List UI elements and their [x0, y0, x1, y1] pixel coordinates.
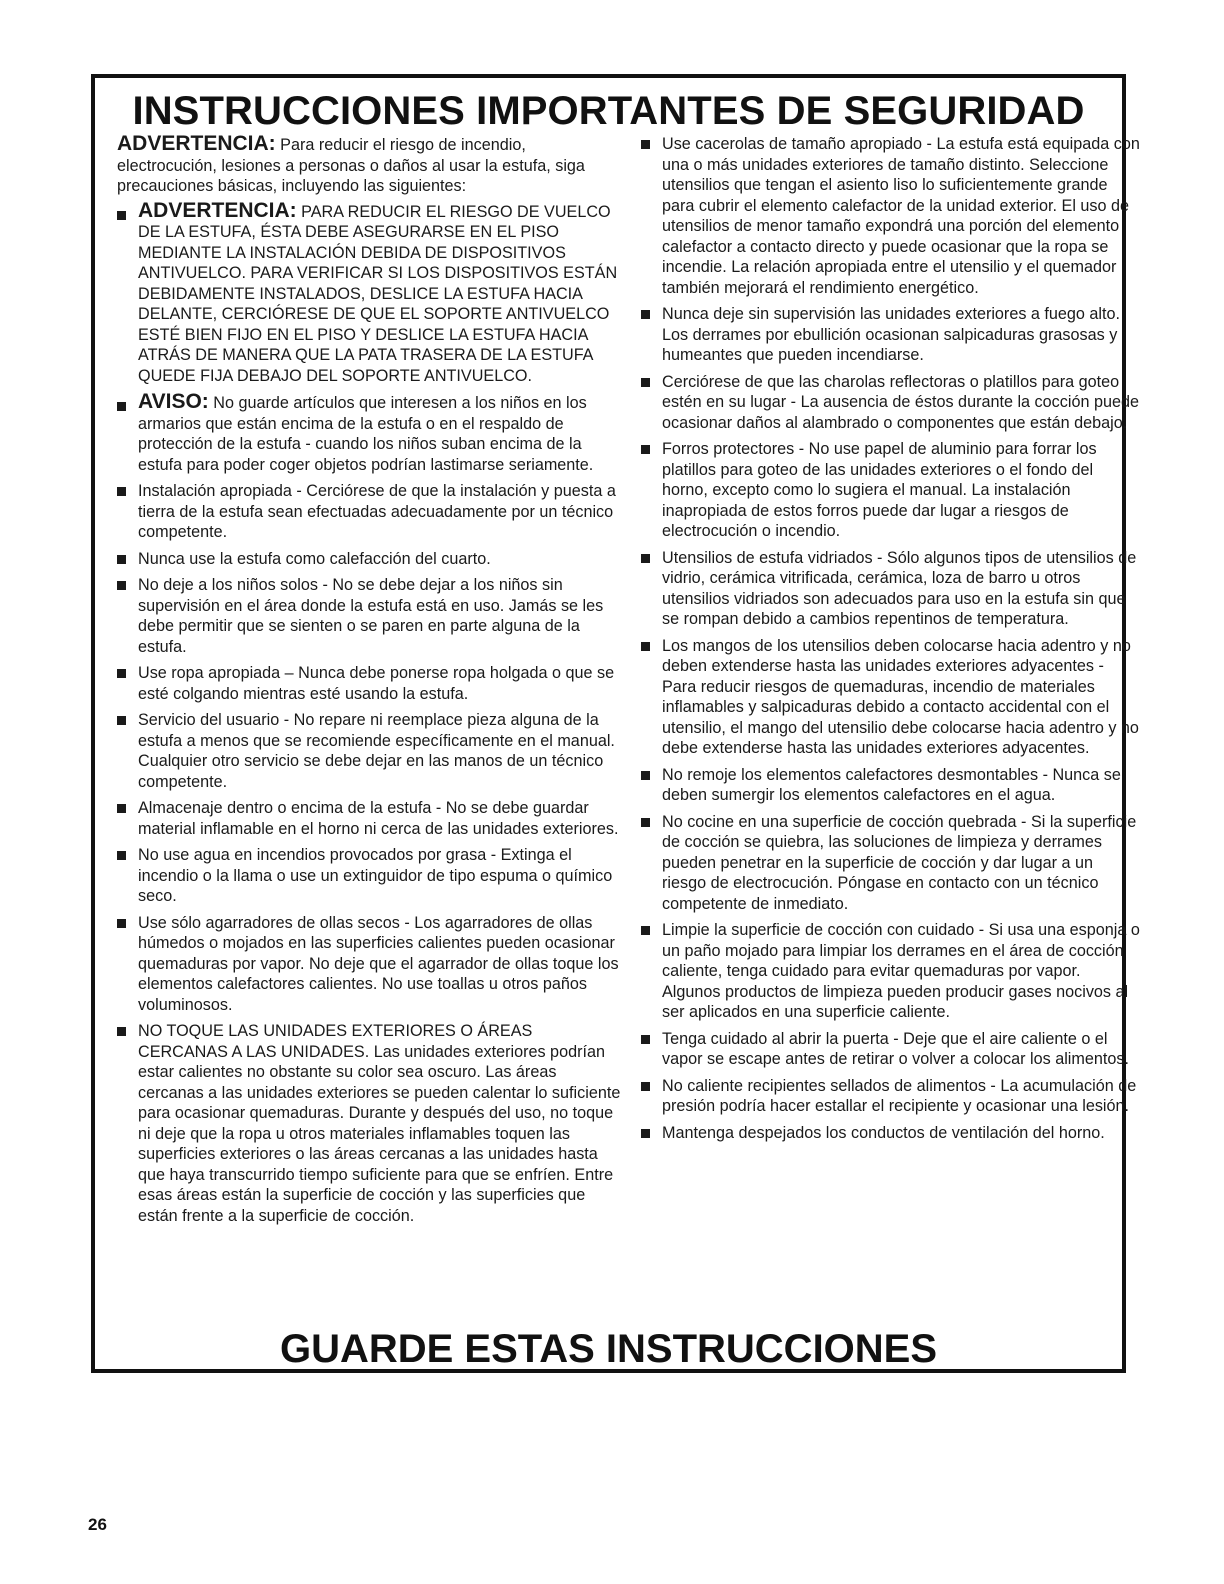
item-text: Use sólo agarradores de ollas secos - Los agarradores de ollas húmedos o mojados en las superficies calientes pueden ocasionar quemaduras por vapor. No deje que el agarrador de ollas toque los elementos calefactores calientes. No use toallas u otros paños voluminosos.	[138, 913, 619, 1014]
list-item	[117, 913, 621, 1016]
left-item-list	[117, 198, 621, 1227]
list-item	[117, 392, 621, 475]
list-item	[117, 663, 621, 704]
list-item	[641, 636, 1141, 759]
list-item	[641, 372, 1141, 434]
list-item	[641, 439, 1141, 542]
square-bullet-icon	[117, 1027, 126, 1036]
square-bullet-icon	[117, 555, 126, 564]
square-bullet-icon	[117, 919, 126, 928]
square-bullet-icon	[117, 211, 126, 220]
square-bullet-icon	[641, 771, 650, 780]
square-bullet-icon	[641, 926, 650, 935]
item-text: Use cacerolas de tamaño apropiado - La estufa está equipada con una o más unidades exteriores de tamaño distinto. Seleccione utensilios que tengan el asiento liso lo suficientemente grande para cubrir el elemento calefactor de la unidad exterior. El uso de utensilios de menor tamaño expondrá una porción del elemento calefactor a contacto directo y puede ocasionar que la ropa se incendie. La relación apropiada entre el utensilio y el quemador también mejorará el rendimiento energético.	[662, 135, 1140, 297]
item-text: Forros protectores - No use papel de aluminio para forrar los platillos para goteo de las unidades exteriores o el fondo del horno, excepto como lo sugiera el manual. La instalación inapropiada de estos forros puede dar lugar a riesgos de electrocución o incendio.	[662, 440, 1097, 540]
right-item-list	[641, 134, 1141, 1143]
page-number: 26	[88, 1515, 107, 1534]
square-bullet-icon	[641, 1035, 650, 1044]
item-text: Limpie la superficie de cocción con cuidado - Si usa una esponja o un paño mojado para limpiar los derrames en el área de cocción caliente, tenga cuidado para evitar quemaduras por vapor. Algunos productos de limpieza pueden producir gases nocivos al ser aplicados en una superficie caliente.	[662, 921, 1140, 1021]
square-bullet-icon	[641, 1129, 650, 1138]
square-bullet-icon	[117, 804, 126, 813]
list-item	[641, 1123, 1141, 1144]
item-keyword: AVISO:	[138, 390, 209, 413]
list-item	[117, 481, 621, 543]
item-text: Cerciórese de que las charolas reflectoras o platillos para goteo estén en su lugar - La ausencia de éstos durante la cocción puede ocasionar daños al alambrado o componentes que están debajo.	[662, 372, 1139, 432]
footer-title: GUARDE ESTAS INSTRUCCIONES	[279, 1327, 938, 1371]
item-text: No caliente recipientes sellados de alimentos - La acumulación de presión podría hacer estallar el recipiente y ocasionar una lesión.	[662, 1076, 1137, 1115]
item-text: Nunca deje sin supervisión las unidades exteriores a fuego alto. Los derrames por ebullición ocasionan salpicaduras grasosas y humeantes que pueden incendiarse.	[662, 305, 1121, 364]
item-text: Servicio del usuario - No repare ni reemplace pieza alguna de la estufa a menos que se recomiende específicamente en el manual. Cualquier otro servicio se debe dejar en las manos de un técnico competente.	[138, 711, 615, 791]
list-item	[641, 134, 1141, 298]
list-item	[117, 575, 621, 657]
list-item	[641, 1076, 1141, 1117]
item-text: Utensilios de estufa vidriados - Sólo algunos tipos de utensilios de vidrio, cerámica vitrificada, cerámica, loza de barro u otros utensilios vidriados son adecuados para uso en la estufa sin que se rompan debido a cambios repentinos de temperatura.	[662, 548, 1137, 628]
left-column	[117, 134, 621, 1232]
item-text: NO TOQUE LAS UNIDADES EXTERIORES O ÁREAS CERCANAS A LAS UNIDADES. Las unidades exteriores podrían estar calientes no obstante su color sea oscuro. Las áreas cercanas a las unidades exteriores se pueden calentar lo suficiente para ocasionar quemaduras. Durante y después del uso, no toque ni deje que la ropa u otros materiales inflamables toquen las superficies exteriores o las áreas cercanas a las unidades hasta que haya transcurrido tiempo suficiente para que se enfríen. Entre esas áreas están la superficie de cocción y las superficies que están frente a la superficie de cocción.	[138, 1022, 621, 1225]
item-keyword: ADVERTENCIA:	[138, 198, 297, 222]
square-bullet-icon	[117, 851, 126, 860]
item-text: Almacenaje dentro o encima de la estufa - No se debe guardar material inflamable en el horno ni cerca de las unidades exteriores.	[138, 799, 619, 838]
list-item	[641, 920, 1141, 1023]
square-bullet-icon	[641, 818, 650, 827]
square-bullet-icon	[117, 581, 126, 590]
item-text: No use agua en incendios provocados por grasa - Extinga el incendio o la llama o use un extinguidor de tipo espuma o químico seco.	[138, 846, 613, 905]
intro-keyword: ADVERTENCIA:	[117, 132, 276, 155]
square-bullet-icon	[641, 554, 650, 563]
list-item	[117, 845, 621, 907]
item-text: No guarde artículos que interesen a los niños en los armarios que están encima de la estufa o en el respaldo de protección de la estufa - cuando los niños suban encima de la estufa para poder coger objetos podrían lastimarse seriamente.	[138, 394, 594, 474]
warning-intro	[117, 134, 621, 197]
right-column	[641, 134, 1141, 1149]
item-text: Use ropa apropiada – Nunca debe ponerse ropa holgada o que se esté colgando mientras esté usando la estufa.	[138, 664, 615, 703]
square-bullet-icon	[641, 140, 650, 149]
square-bullet-icon	[117, 487, 126, 496]
list-item	[641, 304, 1141, 366]
list-item	[641, 812, 1141, 915]
item-text: Tenga cuidado al abrir la puerta - Deje que el aire caliente o el vapor se escape antes de retirar o volver a colocar los alimentos.	[662, 1029, 1129, 1068]
item-text: Los mangos de los utensilios deben colocarse hacia adentro y no deben extenderse hasta las unidades exteriores adyacentes - Para reducir riesgos de quemaduras, incendio de materiales inflamables y salpicaduras debido a contacto accidental con el utensilio, el mango del utensilio debe colocarse hacia adentro y no debe extenderse hasta las unidades exteriores adyacentes.	[662, 636, 1139, 757]
page-title: INSTRUCCIONES IMPORTANTES DE SEGURIDAD	[132, 89, 1085, 133]
list-item	[117, 710, 621, 792]
square-bullet-icon	[641, 378, 650, 387]
safety-instructions-box	[91, 74, 1140, 1373]
square-bullet-icon	[117, 716, 126, 725]
item-text: No remoje los elementos calefactores desmontables - Nunca se deben sumergir los elementos calefactores en el agua.	[662, 765, 1121, 804]
intro-text: Para reducir el riesgo de incendio, electrocución, lesiones a personas o daños al usar la estufa, siga precauciones básicas, incluyendo las siguientes:	[117, 136, 585, 195]
list-item	[117, 1021, 621, 1226]
list-item	[641, 765, 1141, 806]
list-item	[117, 198, 621, 387]
list-item	[117, 549, 621, 570]
item-text: Instalación apropiada - Cerciórese de que la instalación y puesta a tierra de la estufa sean efectuadas adecuadamente por un técnico competente.	[138, 482, 616, 541]
list-item	[641, 548, 1141, 630]
square-bullet-icon	[641, 1082, 650, 1091]
square-bullet-icon	[117, 402, 126, 411]
square-bullet-icon	[641, 642, 650, 651]
item-text: No deje a los niños solos - No se debe dejar a los niños sin supervisión en el área donde la estufa está en uso. Jamás se les debe permitir que se sienten o se paren en parte alguna de la estufa.	[138, 576, 604, 656]
item-text: PARA REDUCIR EL RIESGO DE VUELCO DE LA ESTUFA, ÉSTA DEBE ASEGURARSE EN EL PISO MEDIANTE LA INSTALACIÓN DEBIDA DE DISPOSITIVOS ANTIVUELCO. PARA VERIFICAR SI LOS DISPOSITIVOS ESTÁN DEBIDAMENTE INSTALADOS, DESLICE LA ESTUFA HACIA DELANTE, CERCIÓRESE DE QUE EL SOPORTE ANTIVUELCO ESTÉ BIEN FIJO EN EL PISO Y DESLICE LA ESTUFA HACIA ATRÁS DE MANERA QUE LA PATA TRASERA DE LA ESTUFA QUEDE FIJA DEBAJO DEL SOPORTE ANTIVUELCO.	[138, 202, 618, 385]
list-item	[117, 798, 621, 839]
item-text: No cocine en una superficie de cocción quebrada - Si la superficie de cocción se quiebra, las soluciones de limpieza y derrames pueden penetrar en la superficie de cocción y dar lugar a un riesgo de electrocución. Póngase en contacto con un técnico competente de inmediato.	[662, 812, 1137, 913]
item-text: Mantenga despejados los conductos de ventilación del horno.	[662, 1123, 1105, 1142]
item-text: Nunca use la estufa como calefacción del cuarto.	[138, 549, 491, 568]
square-bullet-icon	[641, 445, 650, 454]
square-bullet-icon	[641, 310, 650, 319]
square-bullet-icon	[117, 669, 126, 678]
list-item	[641, 1029, 1141, 1070]
